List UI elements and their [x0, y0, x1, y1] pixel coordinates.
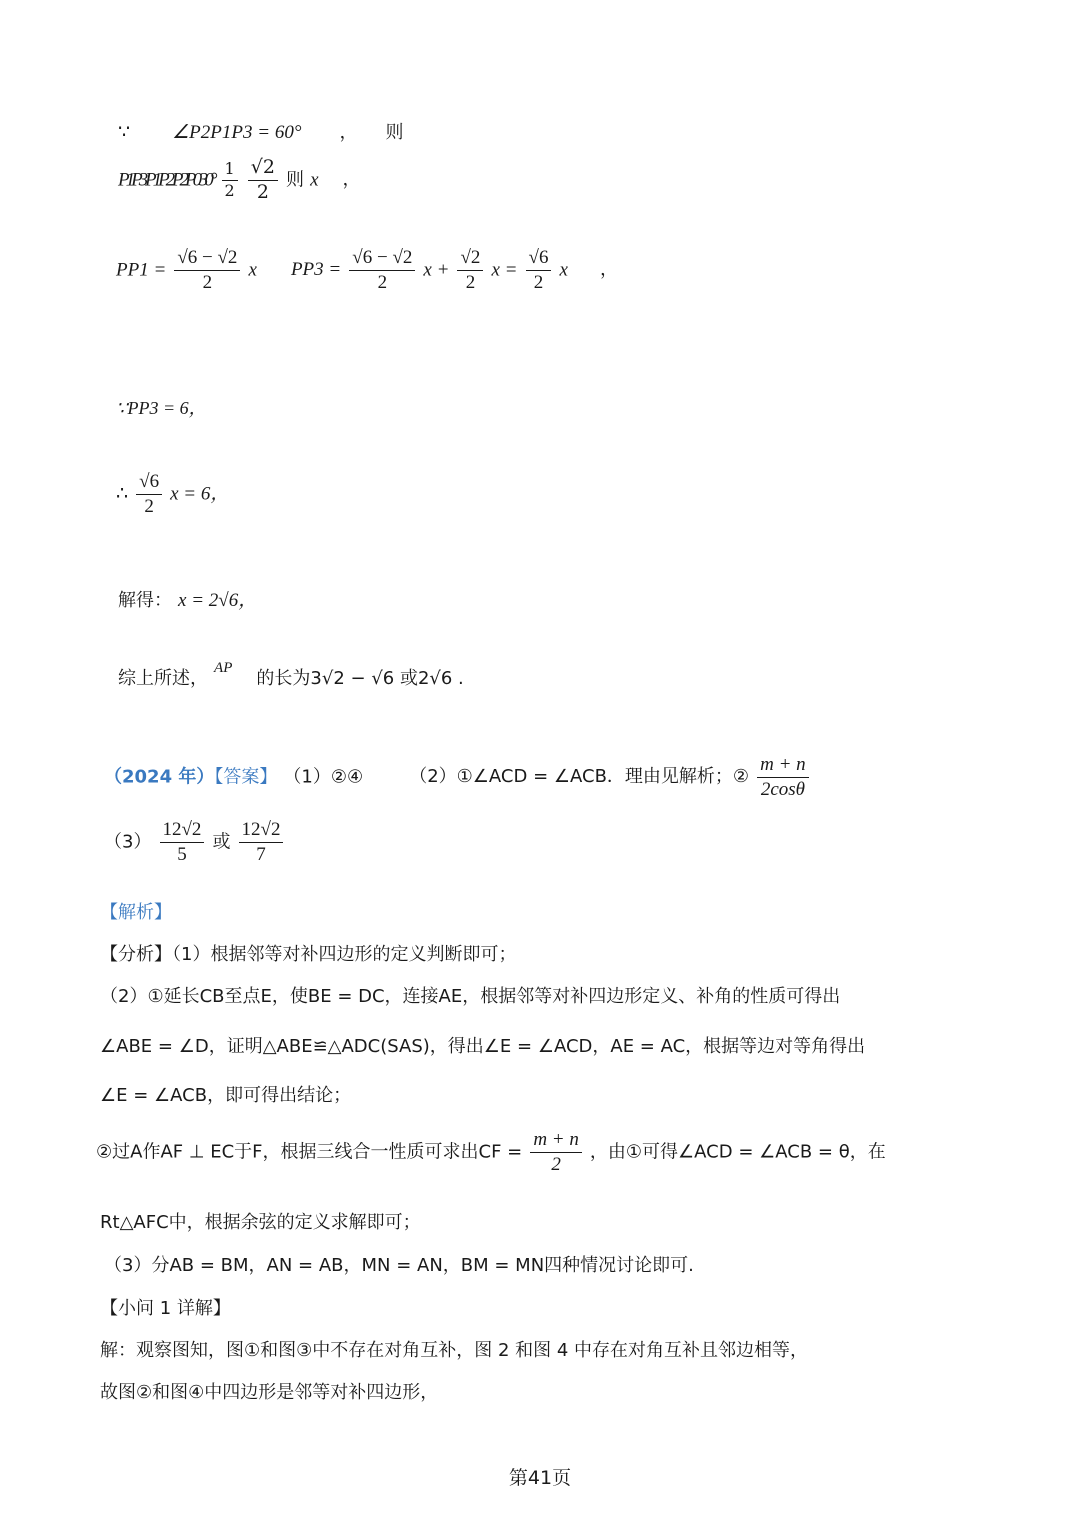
frac-num: √6 − √2: [174, 248, 240, 271]
because-angle-line: [118, 118, 404, 144]
frac-den: 2: [533, 271, 544, 293]
detail-line-2: 故图②和图④中四边形是邻等对补四边形，: [100, 1382, 439, 1403]
frac-den: 7: [256, 843, 266, 865]
frac-den: 2: [144, 495, 154, 517]
frac-den: 5: [177, 843, 187, 865]
part3-label: （3）: [104, 831, 152, 853]
frac-den: 2cosθ: [760, 778, 805, 800]
then-word: 则: [385, 122, 404, 143]
comma: ，: [342, 169, 361, 191]
answer-part3-line: [104, 820, 285, 865]
therefore-rest: x = 6，: [170, 483, 230, 505]
then-word: 则: [286, 169, 305, 191]
answer-part1: （1）②④: [283, 766, 364, 788]
ap-variable: AP: [214, 660, 233, 676]
page-number: 第41页: [508, 1467, 572, 1489]
overlap-text: P1P3 P1P2 P2P0 30°: [118, 169, 214, 191]
frac-num: 12√2: [239, 820, 284, 843]
x-var: x: [559, 259, 568, 281]
cf-fraction: [530, 1130, 582, 1175]
pp-equation-line: [116, 248, 618, 293]
part3-fraction-2: [239, 820, 284, 865]
analysis-5-post: ，由①可得∠ACD = ∠ACB = θ，在: [589, 1141, 886, 1163]
frac-num: 12√2: [160, 820, 205, 843]
comma: ，: [600, 259, 618, 281]
summary-line: [118, 660, 464, 690]
solve-label: 解得：: [118, 590, 172, 611]
analysis-line-4: ∠E = ∠ACB，即可得出结论；: [100, 1085, 352, 1106]
frac-num: √2: [248, 158, 278, 181]
frac-num: 1: [222, 161, 238, 181]
analysis-5-pre: ②过A作AF ⊥ EC于F，根据三线合一性质可求出CF =: [96, 1141, 523, 1163]
therefore-symbol: ∴: [116, 482, 129, 505]
frac-num: m + n: [530, 1130, 582, 1153]
pp1-lhs: PP1 =: [116, 259, 167, 281]
detail-line-1: 解：观察图知，图①和图③中不存在对角互补，图 2 和图 4 中存在对角互补且邻边相等，: [100, 1340, 809, 1361]
frac-num: √6: [136, 472, 162, 495]
answer-part2-fraction: [757, 755, 809, 800]
angle-expression: ∠P2P1P3 = 60°: [172, 122, 302, 143]
answer-part2: （2）①∠ACD = ∠ACB．理由见解析；②: [409, 766, 750, 788]
fraction-4: [526, 248, 552, 293]
summary-text: 的长为3√2 − √6 或2√6 .: [256, 668, 464, 689]
analysis-line-7: （3）分AB = BM，AN = AB，MN = AN，BM = MN四种情况讨论即可.: [104, 1255, 694, 1276]
x-var: x: [248, 259, 257, 281]
part3-fraction-1: [160, 820, 205, 865]
sqrt2-fraction: [248, 158, 278, 203]
frac-den: 2: [202, 271, 213, 293]
analysis-line-5: [96, 1130, 886, 1175]
fraction-3: [457, 248, 483, 293]
detail-tag: 【小问 1 详解】: [100, 1298, 231, 1319]
solve-expression: x = 2√6，: [178, 590, 258, 611]
or-word: 或: [212, 831, 231, 853]
frac-den: 2: [256, 180, 269, 203]
comma: ，: [339, 122, 358, 143]
frac-den: 2: [465, 271, 476, 293]
answer-line: [104, 755, 811, 800]
frac-den: 2: [224, 180, 235, 200]
frac-num: √6 − √2: [349, 248, 415, 271]
plus-term: x +: [423, 259, 450, 281]
year-tag: （2024 年）: [104, 766, 215, 788]
fraction-1: [174, 248, 240, 293]
x-var: x: [310, 169, 319, 191]
summary-prefix: 综上所述，: [118, 668, 208, 689]
sqrt6-fraction: [136, 472, 162, 517]
analysis-line-3: ∠ABE = ∠D，证明△ABE≌△ADC(SAS)，得出∠E = ∠ACD，AE = AC，根据等边对等角得出: [100, 1036, 866, 1057]
frac-num: m + n: [757, 755, 809, 778]
analysis-line-6: Rt△AFC中，根据余弦的定义求解即可；: [100, 1212, 421, 1233]
analysis-line-2: （2）①延长CB至点E，使BE = DC，连接AE，根据邻等对补四边形定义、补角的性质可得出: [100, 986, 841, 1007]
solve-line: [118, 585, 257, 612]
frac-den: 2: [377, 271, 388, 293]
half-fraction: [222, 161, 238, 200]
answer-tag: 【答案】: [214, 766, 278, 788]
therefore-line: [116, 472, 229, 517]
frac-num: √2: [457, 248, 483, 271]
frac-num: √6: [526, 248, 552, 271]
analysis-line-1: 【分析】（1）根据邻等对补四边形的定义判断即可；: [100, 944, 517, 965]
fraction-2: [349, 248, 415, 293]
because-symbol: ∵: [118, 121, 131, 143]
overlap-line: [118, 158, 361, 203]
pp3-value-line: ∵PP3 = 6，: [116, 398, 207, 418]
analysis-tag: 【解析】: [100, 902, 172, 923]
equals-term: x =: [491, 259, 518, 281]
pp3-lhs: PP3 =: [290, 259, 342, 281]
frac-den: 2: [551, 1153, 561, 1175]
